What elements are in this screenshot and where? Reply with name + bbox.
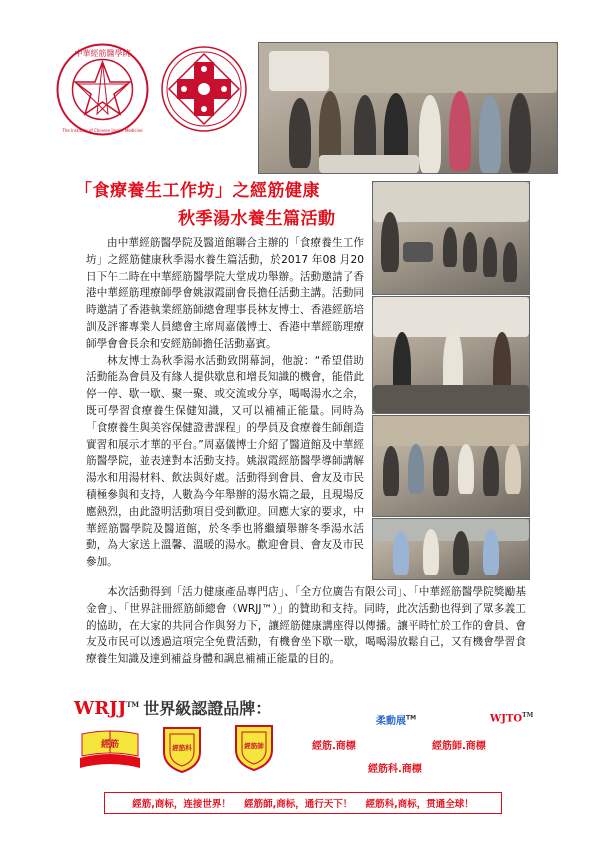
wrjj-brand-heading (74, 696, 271, 719)
shield-badge-2-icon (232, 722, 276, 772)
institute-seal-logo (55, 42, 150, 137)
jjs-trademark-label: 經筋師.商標 (432, 741, 486, 752)
seal-ring-text-en: The Institute of Chinese Jingjin Medicine (62, 128, 143, 133)
article-body-wide (86, 584, 526, 668)
book-badge-text: 經筋 (100, 740, 120, 750)
group-photo (258, 42, 558, 174)
wrjj-suffix: 世界級認證品牌： (143, 699, 272, 718)
wjto-label: WJTO™ (490, 712, 534, 725)
wrjj-text: WRJJ (74, 698, 127, 719)
seal-ring-text: 中華經筋醫學院 (74, 49, 131, 58)
rdz-label: 柔動展™ (376, 714, 417, 727)
footer-slogan-box (104, 792, 502, 814)
article-paragraph-2: 林友博士為秋季湯水活動致開幕詞，他說：“希望借助活動能為會員及有緣人提供歇息和增長知識的機會，能借此停一停、歇一歇、聚一聚、或交流或分享，喝喝湯水之余，既可學習食療養生保健知識，又可以補補正能量。同時為「食療養生與美容保健證書課程」的學員及食療養生師創造實習和展示才華的平台。”周嘉儀博士介紹了醫道館及中華經筋醫學院，並表達對本活動支持。姚淑霞經筋醫學導師講解湯水和用湯材料、飲法與好處。活動得到會員、會友及市民積極參與和支持，人數為今年舉辦的湯水篇之最，且現場反應熱烈，由此證明活動項目受到歡迎。回應大家的要求，中華經筋醫學院及醫道館，於冬季也將繼續舉辦冬季湯水活動，為大家送上溫馨、溫暖的湯水。歡迎會員、會友及市民參加。 (86, 354, 364, 569)
article-title-line2: 秋季湯水養生篇活動 (178, 209, 336, 229)
wrjj-tm: TM (126, 700, 140, 709)
event-photo-1 (372, 181, 530, 295)
article-paragraph-1: 由中華經筋醫學院及醫道館聯合主辦的「食療養生工作坊」之經筋健康秋季湯水養生篇活動，於2017 年08 月20 日下午二時在中華經筋醫學院大堂成功舉辦。活動邀請了香港中華經筋理療師學會姚淑霞副會長擔任活動主講。活動同時邀請了香港執業經筋師總會理事長林友博士、香港經筋培訓及評審專業人員總會主席周嘉儀博士、香港中華經筋理療師學會會長余和安經筋師擔任活動嘉賓。 (86, 237, 364, 350)
jj-trademark-label: 經筋.商標 (312, 741, 356, 752)
event-photo-4 (372, 518, 530, 580)
cross-emblem-logo (160, 42, 248, 137)
jjk-trademark-label: 經筋科.商標 (368, 764, 422, 775)
event-photo-2 (372, 296, 530, 414)
article-body (86, 235, 364, 571)
shield-badge-1-icon (160, 724, 204, 774)
footer-slogan: 經筋,商标，连接世界！ 經筋師,商标，通行天下！ 經筋科,商标，贯通全球！ (132, 799, 474, 810)
book-badge-icon (78, 728, 142, 774)
article-title-line1: 「食療養生工作坊」之經筋健康 (75, 181, 320, 201)
article-paragraph-3: 本次活動得到「活力健康產品專門店」、「全方位廣告有限公司」、「中華經筋醫學院獎勵基金會」、「世界註冊經筋師總會（WRJJ™）」的贊助和支持。同時，此次活動也得到了眾多義工的協助，在大家的共同合作與努力下，讓經筋健康講座得以傳播。讓平時忙於工作的會員、會友及市民可以透過這項完全免費活動，有機會坐下歇一歇，喝喝湯放鬆自己，又有機會學習食療養生知識及達到補益身體和調息補補正能量的目的。 (86, 586, 526, 666)
event-photo-3 (372, 415, 530, 517)
shield-badge-2-text: 經筋師 (244, 742, 264, 750)
shield-badge-1-text: 經筋科 (172, 744, 192, 752)
